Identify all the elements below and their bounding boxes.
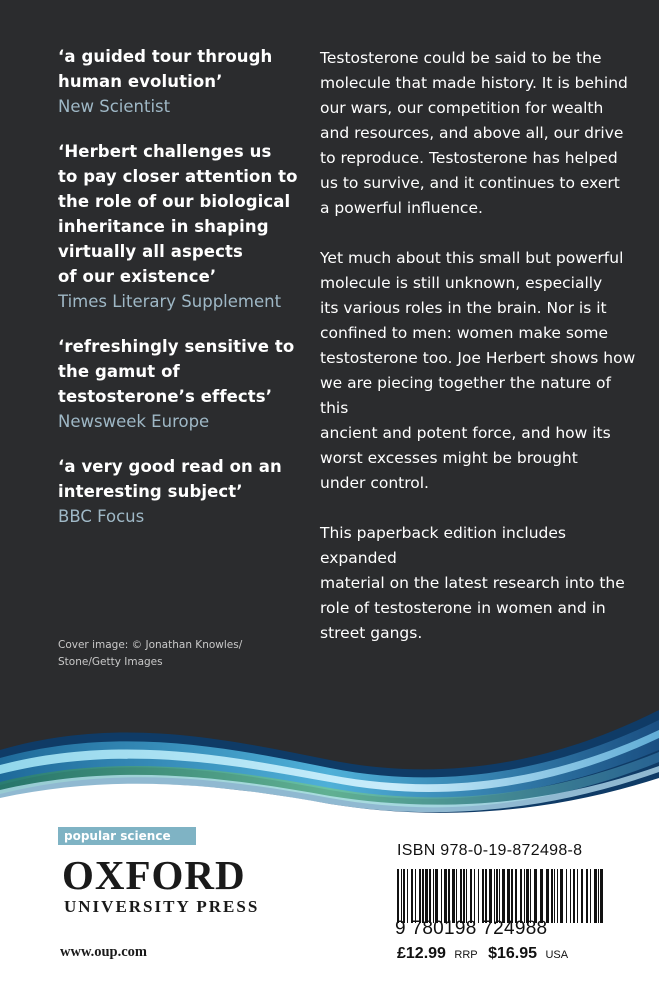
quote-source: New Scientist xyxy=(58,97,171,116)
wave-band-image xyxy=(0,690,659,840)
blurb-paragraph: Testosterone could be said to be the molecule that made history. It is behind our wars, our competition for wealth and resources, and above all, our drive to reproduce. Testosterone has helped us to survive, and it continues to exert a powerful influence. xyxy=(320,49,628,217)
quote-source: Newsweek Europe xyxy=(58,412,210,431)
book-blurb xyxy=(320,46,640,671)
series-badge: popular science xyxy=(58,827,196,845)
review-quote xyxy=(58,139,298,314)
price-gbp: £12.99 xyxy=(397,945,446,962)
review-quotes xyxy=(58,44,298,549)
blurb-paragraph: This paperback edition includes expanded material on the latest research into the role of testosterone in women and in street gangs. xyxy=(320,524,625,642)
usa-label: USA xyxy=(545,949,569,961)
rrp-label: RRP xyxy=(454,949,478,961)
isbn-label: ISBN 978-0-19-872498-8 xyxy=(397,842,583,859)
barcode-digits: 9 780198 724988 xyxy=(395,918,548,939)
blurb-paragraph: Yet much about this small but powerful molecule is still unknown, especially its various roles in the brain. Nor is it confined to men: women make some testosterone too. Joe Herbert shows how we are piecing together the nature of this ancient and potent force, and how its worst excesses might be brought under control. xyxy=(320,249,636,492)
publisher-logo-name: OXFORD xyxy=(62,852,246,898)
review-quote xyxy=(58,44,298,119)
quote-text: ‘Herbert challenges us to pay closer attention to the role of our biological inheritance in shaping virtually all aspects of our existence’ xyxy=(58,142,298,286)
review-quote xyxy=(58,454,298,529)
quote-source: Times Literary Supplement xyxy=(58,292,282,311)
quote-text: ‘a very good read on an interesting subject’ xyxy=(58,457,282,501)
price-row xyxy=(397,945,574,963)
quote-source: BBC Focus xyxy=(58,507,145,526)
publisher-website: www.oup.com xyxy=(60,944,148,960)
price-usd: $16.95 xyxy=(488,945,538,962)
quote-text: ‘a guided tour through human evolution’ xyxy=(58,47,273,91)
publisher-logo-subname: UNIVERSITY PRESS xyxy=(64,897,260,916)
quote-text: ‘refreshingly sensitive to the gamut of testosterone’s effects’ xyxy=(58,337,295,406)
cover-image-credit: Cover image: © Jonathan Knowles/ Stone/Getty Images xyxy=(58,639,243,668)
review-quote xyxy=(58,334,298,434)
